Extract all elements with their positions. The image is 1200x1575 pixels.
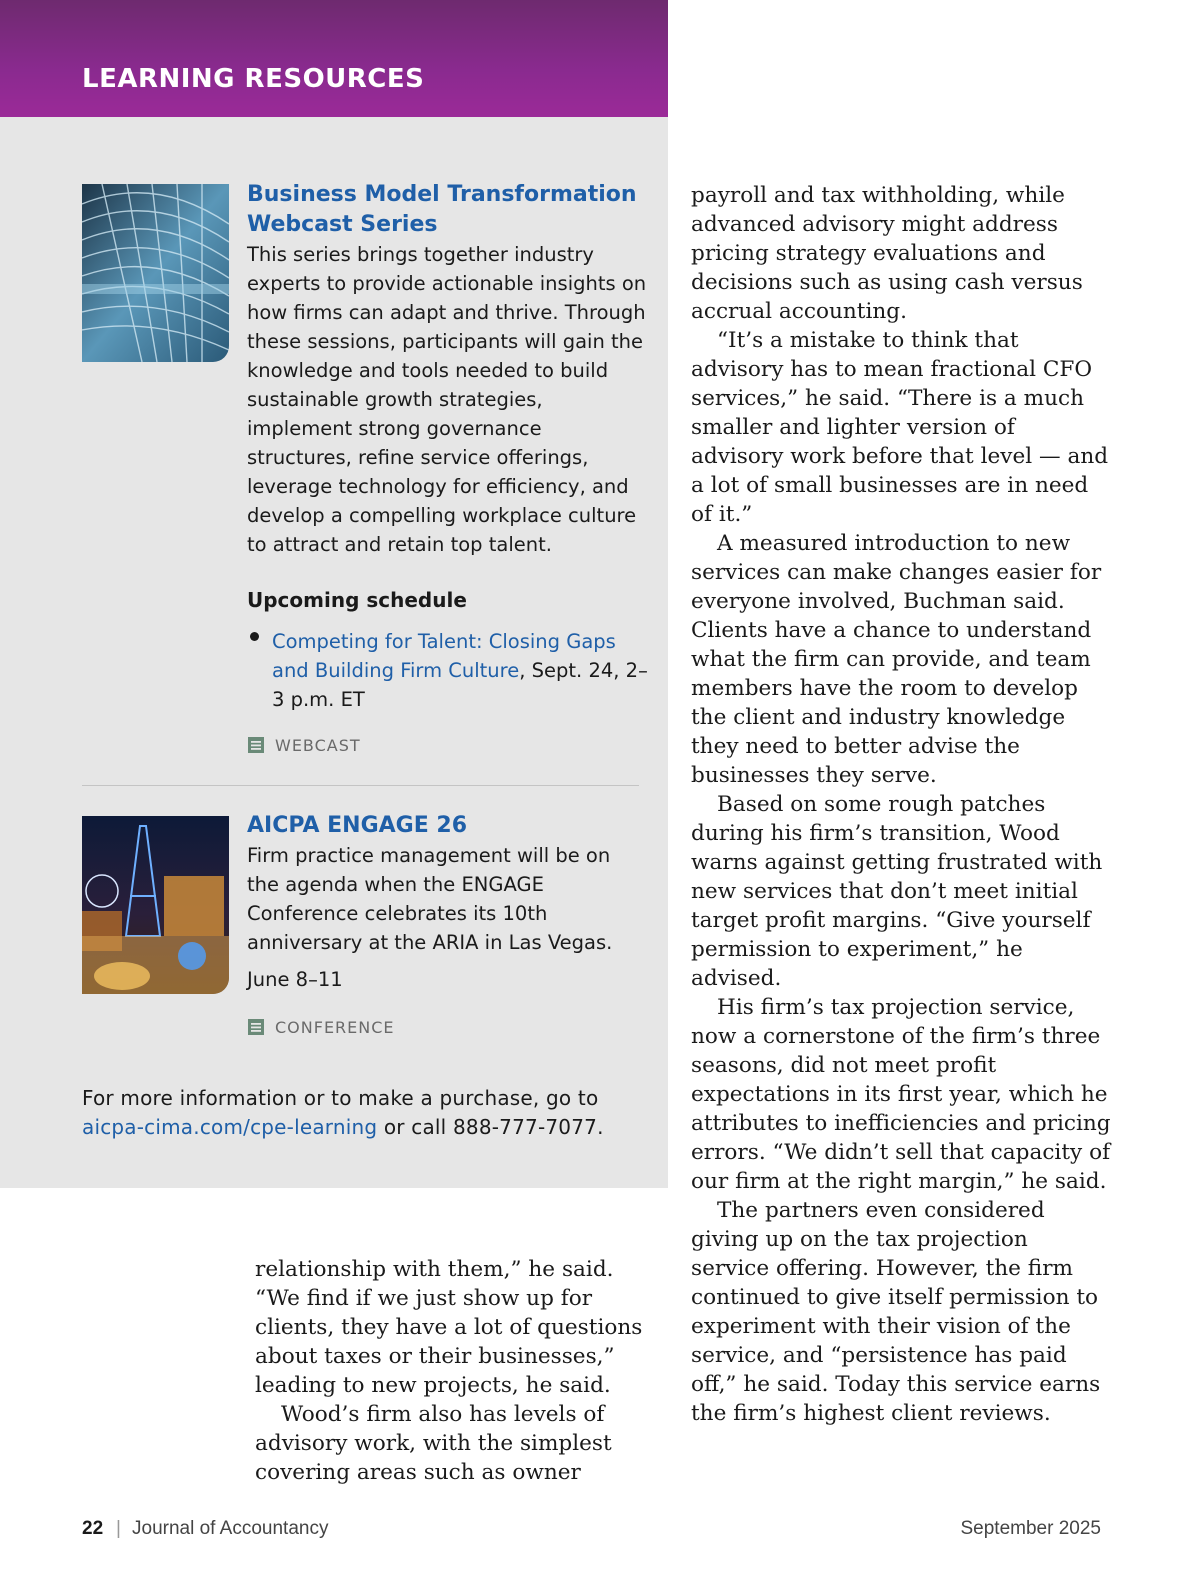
journal-name: Journal of Accountancy (132, 1518, 329, 1539)
schedule-item (272, 627, 652, 714)
engage-conference-description: Firm practice management will be on the agenda when the ENGAGE Conference celebrates its 10th anniversary at the ARIA in Las Vegas. (247, 844, 613, 954)
article-paragraph: His firm’s tax projection service, now a cornerstone of the firm’s three seasons, did not meet profit expectations in its first year, which he attributes to inefficiencies and pricing errors. “We didn’t sell that capacity of our firm at the right margin,” he said. (691, 995, 1111, 1194)
article-paragraph: Wood’s firm also has levels of advisory work, with the simplest covering areas such as owner (255, 1402, 612, 1485)
issue-date: September 2025 (960, 1518, 1101, 1539)
cpe-learning-link[interactable]: aicpa-cima.com/cpe-learning (82, 1115, 378, 1139)
more-info-prefix: For more information or to make a purchase, go to (82, 1086, 599, 1110)
las-vegas-thumbnail (82, 816, 229, 994)
learning-resources-banner (0, 0, 668, 117)
conference-tag (247, 1017, 395, 1037)
more-info-text (82, 1084, 652, 1142)
article-paragraph: payroll and tax withholding, while advanced advisory might address pricing strategy evaluations and decisions such as using cash versus accrual accounting. (691, 183, 1083, 324)
webcast-tag (247, 735, 361, 755)
bullet-icon (250, 632, 259, 641)
webcast-series-description: This series brings together industry experts to provide actionable insights on how firms can adapt and thrive. Through these sessions, participants will gain the knowledge and tools needed to build sustainable growth strategies, implement strong governance structures, refine service offerings, leverage technology for efficiency, and develop a compelling workplace culture to attract and retain top talent. (247, 243, 647, 556)
article-paragraph: A measured introduction to new services can make changes easier for everyone involved, Buchman said. Clients have a chance to understand what the firm can provide, and team members have the room to develop the client and industry knowledge they need to better advise the businesses they serve. (691, 531, 1102, 788)
footer-separator: | (116, 1518, 121, 1539)
page-number: 22 (82, 1518, 104, 1539)
webcast-tag-label: WEBCAST (275, 735, 361, 755)
article-paragraph: Based on some rough patches during his firm’s transition, Wood warns against getting frustrated with new services that don’t meet initial target profit margins. “Give yourself permission to experiment,” he advised. (691, 792, 1103, 991)
schedule-item-link[interactable]: Competing for Talent: Closing Gaps and Building Firm Culture (272, 630, 616, 682)
article-paragraph: The partners even considered giving up on the tax projection service offering. However, the firm continued to give itself permission to experiment with their vision of the service, and “persistence has paid off,” he said. Today this service earns the firm’s highest client reviews. (691, 1198, 1101, 1426)
article-paragraph: “It’s a mistake to think that advisory has to mean fractional CFO services,” he said. “There is a much smaller and lighter version of advisory work before that level — and a lot of small businesses are in need of it.” (691, 328, 1109, 527)
article-left-column (255, 1255, 655, 1487)
article-right-column (691, 181, 1111, 1428)
architecture-thumbnail (82, 184, 229, 362)
conference-date: June 8–11 (247, 968, 343, 991)
schedule-heading: Upcoming schedule (247, 588, 467, 612)
schedule-item-detail: , Sept. 24, 2–3 p.m. ET (272, 659, 648, 711)
article-paragraph: relationship with them,” he said. “We find if we just show up for clients, they have a lot of questions about taxes or their businesses,” leading to new projects, he said. (255, 1257, 643, 1398)
section-divider (82, 785, 639, 786)
list-document-icon (247, 736, 265, 754)
banner-title: LEARNING RESOURCES (82, 64, 425, 94)
engage-conference-title[interactable]: AICPA ENGAGE 26 (247, 813, 468, 838)
more-info-suffix: or call 888-777-7077. (377, 1115, 604, 1139)
conference-tag-label: CONFERENCE (275, 1017, 395, 1037)
list-document-icon (247, 1018, 265, 1036)
webcast-series-title[interactable]: Business Model Transformation Webcast Series (247, 182, 637, 237)
